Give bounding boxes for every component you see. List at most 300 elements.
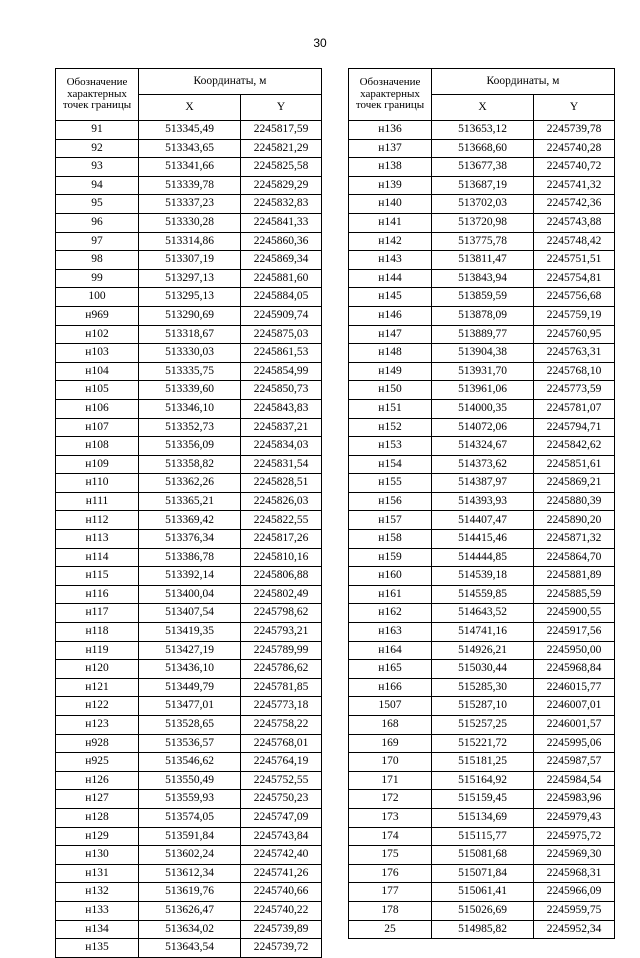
y-coordinate-cell: 2245842,62 xyxy=(534,437,615,456)
table-row xyxy=(56,585,322,604)
y-coordinate-cell: 2245959,75 xyxy=(534,901,615,920)
y-coordinate-cell: 2245741,32 xyxy=(534,176,615,195)
x-coordinate-cell: 514741,16 xyxy=(432,623,534,642)
point-id-cell: н158 xyxy=(349,530,432,549)
y-coordinate-cell: 2245984,54 xyxy=(534,771,615,790)
x-coordinate-cell: 515071,84 xyxy=(432,864,534,883)
point-id-cell: н160 xyxy=(349,567,432,586)
table-row xyxy=(56,734,322,753)
table-row xyxy=(349,437,615,456)
table-row xyxy=(56,325,322,344)
point-id-cell: н134 xyxy=(56,920,139,939)
point-id-cell: 169 xyxy=(349,734,432,753)
x-coordinate-cell: 514559,85 xyxy=(432,585,534,604)
x-coordinate-cell: 513904,38 xyxy=(432,344,534,363)
table-row xyxy=(56,492,322,511)
y-coordinate-cell: 2245773,18 xyxy=(241,697,322,716)
table-row xyxy=(349,158,615,177)
table-row xyxy=(349,176,615,195)
point-id-cell: н107 xyxy=(56,418,139,437)
table-row xyxy=(349,306,615,325)
y-coordinate-cell: 2245875,03 xyxy=(241,325,322,344)
table-row xyxy=(349,585,615,604)
table-row xyxy=(56,846,322,865)
y-coordinate-cell: 2245817,26 xyxy=(241,530,322,549)
point-id-cell: н140 xyxy=(349,195,432,214)
point-id-cell: 98 xyxy=(56,251,139,270)
table-row xyxy=(56,567,322,586)
y-column-header: Y xyxy=(534,95,615,121)
x-column-header: X xyxy=(139,95,241,121)
y-coordinate-cell: 2245851,61 xyxy=(534,455,615,474)
point-designation-header: Обозначение характерных точек границы xyxy=(349,69,432,121)
x-coordinate-cell: 515159,45 xyxy=(432,790,534,809)
point-id-cell: н928 xyxy=(56,734,139,753)
x-coordinate-cell: 514643,52 xyxy=(432,604,534,623)
y-coordinate-cell: 2245740,22 xyxy=(241,901,322,920)
x-coordinate-cell: 514407,47 xyxy=(432,511,534,530)
table-row xyxy=(349,232,615,251)
table-row xyxy=(56,808,322,827)
y-coordinate-cell: 2245966,09 xyxy=(534,883,615,902)
point-id-cell: н102 xyxy=(56,325,139,344)
point-id-cell: н103 xyxy=(56,344,139,363)
table-row xyxy=(56,176,322,195)
y-coordinate-cell: 2245781,85 xyxy=(241,678,322,697)
x-coordinate-cell: 513365,21 xyxy=(139,492,241,511)
point-id-cell: н137 xyxy=(349,139,432,158)
x-coordinate-cell: 513528,65 xyxy=(139,716,241,735)
x-coordinate-cell: 513356,09 xyxy=(139,437,241,456)
point-id-cell: н165 xyxy=(349,660,432,679)
y-coordinate-cell: 2245821,29 xyxy=(241,139,322,158)
y-coordinate-cell: 2245881,89 xyxy=(534,567,615,586)
y-coordinate-cell: 2245739,72 xyxy=(241,939,322,958)
table-row xyxy=(56,901,322,920)
y-coordinate-cell: 2245832,83 xyxy=(241,195,322,214)
x-coordinate-cell: 513574,05 xyxy=(139,808,241,827)
table-row xyxy=(349,734,615,753)
table-row xyxy=(56,939,322,958)
table-row xyxy=(349,213,615,232)
y-coordinate-cell: 2246007,01 xyxy=(534,697,615,716)
y-coordinate-cell: 2245739,89 xyxy=(241,920,322,939)
y-coordinate-cell: 2245742,36 xyxy=(534,195,615,214)
point-id-cell: н141 xyxy=(349,213,432,232)
table-row xyxy=(56,288,322,307)
x-coordinate-cell: 513335,75 xyxy=(139,362,241,381)
x-coordinate-cell: 515181,25 xyxy=(432,753,534,772)
table-row xyxy=(56,139,322,158)
x-coordinate-cell: 513843,94 xyxy=(432,269,534,288)
y-coordinate-cell: 2245743,84 xyxy=(241,827,322,846)
table-row xyxy=(56,864,322,883)
point-id-cell: 25 xyxy=(349,920,432,939)
point-id-cell: 92 xyxy=(56,139,139,158)
x-coordinate-cell: 515115,77 xyxy=(432,827,534,846)
x-coordinate-cell: 513400,04 xyxy=(139,585,241,604)
y-coordinate-cell: 2245759,19 xyxy=(534,306,615,325)
table-row xyxy=(349,474,615,493)
point-id-cell: 168 xyxy=(349,716,432,735)
table-row xyxy=(56,269,322,288)
table-row xyxy=(56,399,322,418)
y-coordinate-cell: 2245743,88 xyxy=(534,213,615,232)
coordinates-table-left xyxy=(55,68,322,958)
y-coordinate-cell: 2245869,21 xyxy=(534,474,615,493)
y-coordinate-cell: 2245806,88 xyxy=(241,567,322,586)
x-coordinate-cell: 513602,24 xyxy=(139,846,241,865)
point-id-cell: 171 xyxy=(349,771,432,790)
table-row xyxy=(56,474,322,493)
table-row xyxy=(349,288,615,307)
y-coordinate-cell: 2245825,58 xyxy=(241,158,322,177)
table-row xyxy=(56,790,322,809)
table-row xyxy=(349,269,615,288)
y-coordinate-cell: 2245747,09 xyxy=(241,808,322,827)
x-coordinate-cell: 513677,38 xyxy=(432,158,534,177)
x-coordinate-cell: 513546,62 xyxy=(139,753,241,772)
table-row xyxy=(56,511,322,530)
page-number: 30 xyxy=(313,36,327,50)
point-id-cell: н145 xyxy=(349,288,432,307)
table-row xyxy=(56,195,322,214)
table-row xyxy=(56,920,322,939)
table-row xyxy=(349,195,615,214)
table-row xyxy=(56,678,322,697)
y-coordinate-cell: 2245740,72 xyxy=(534,158,615,177)
x-coordinate-cell: 513619,76 xyxy=(139,883,241,902)
x-coordinate-cell: 513591,84 xyxy=(139,827,241,846)
table-row xyxy=(349,660,615,679)
y-coordinate-cell: 2245768,01 xyxy=(241,734,322,753)
point-id-cell: н166 xyxy=(349,678,432,697)
x-coordinate-cell: 513307,19 xyxy=(139,251,241,270)
table-row xyxy=(56,455,322,474)
table-row xyxy=(349,864,615,883)
point-id-cell: н142 xyxy=(349,232,432,251)
table-row xyxy=(349,325,615,344)
x-coordinate-cell: 515026,69 xyxy=(432,901,534,920)
table-row xyxy=(349,883,615,902)
point-id-cell: н143 xyxy=(349,251,432,270)
table-row xyxy=(349,492,615,511)
x-coordinate-cell: 513290,69 xyxy=(139,306,241,325)
point-id-cell: н154 xyxy=(349,455,432,474)
y-coordinate-cell: 2245968,84 xyxy=(534,660,615,679)
point-id-cell: н118 xyxy=(56,623,139,642)
x-coordinate-cell: 515287,10 xyxy=(432,697,534,716)
table-row xyxy=(349,716,615,735)
point-id-cell: н163 xyxy=(349,623,432,642)
y-coordinate-cell: 2245995,06 xyxy=(534,734,615,753)
x-coordinate-cell: 513337,23 xyxy=(139,195,241,214)
y-coordinate-cell: 2245987,57 xyxy=(534,753,615,772)
point-id-cell: н157 xyxy=(349,511,432,530)
y-coordinate-cell: 2245917,56 xyxy=(534,623,615,642)
y-coordinate-cell: 2245751,51 xyxy=(534,251,615,270)
y-coordinate-cell: 2246001,57 xyxy=(534,716,615,735)
point-id-cell: н123 xyxy=(56,716,139,735)
x-coordinate-cell: 513878,09 xyxy=(432,306,534,325)
y-coordinate-cell: 2245802,49 xyxy=(241,585,322,604)
table-row xyxy=(56,232,322,251)
y-coordinate-cell: 2245952,34 xyxy=(534,920,615,939)
x-coordinate-cell: 513330,28 xyxy=(139,213,241,232)
point-id-cell: 177 xyxy=(349,883,432,902)
x-coordinate-cell: 514000,35 xyxy=(432,399,534,418)
table-row xyxy=(56,641,322,660)
coordinates-header: Координаты, м xyxy=(432,69,615,95)
point-id-cell: н108 xyxy=(56,437,139,456)
y-coordinate-cell: 2245758,22 xyxy=(241,716,322,735)
y-coordinate-cell: 2245979,43 xyxy=(534,808,615,827)
point-id-cell: н162 xyxy=(349,604,432,623)
x-coordinate-cell: 513811,47 xyxy=(432,251,534,270)
point-id-cell: н152 xyxy=(349,418,432,437)
y-coordinate-cell: 2245748,42 xyxy=(534,232,615,251)
point-id-cell: н130 xyxy=(56,846,139,865)
point-id-cell: 95 xyxy=(56,195,139,214)
table-row xyxy=(56,771,322,790)
x-coordinate-cell: 513449,79 xyxy=(139,678,241,697)
x-coordinate-cell: 513419,35 xyxy=(139,623,241,642)
x-coordinate-cell: 514387,97 xyxy=(432,474,534,493)
y-coordinate-cell: 2245740,66 xyxy=(241,883,322,902)
y-coordinate-cell: 2245900,55 xyxy=(534,604,615,623)
y-coordinate-cell: 2245843,83 xyxy=(241,399,322,418)
table-row xyxy=(56,213,322,232)
table-row xyxy=(56,362,322,381)
point-id-cell: н132 xyxy=(56,883,139,902)
y-coordinate-cell: 2245841,33 xyxy=(241,213,322,232)
coordinates-table-right xyxy=(348,68,615,939)
table-row xyxy=(349,790,615,809)
x-coordinate-cell: 513358,82 xyxy=(139,455,241,474)
y-coordinate-cell: 2245752,55 xyxy=(241,771,322,790)
point-id-cell: н112 xyxy=(56,511,139,530)
x-coordinate-cell: 513346,10 xyxy=(139,399,241,418)
point-id-cell: н109 xyxy=(56,455,139,474)
table-row xyxy=(56,753,322,772)
point-id-cell: н119 xyxy=(56,641,139,660)
x-coordinate-cell: 514985,82 xyxy=(432,920,534,939)
point-id-cell: 97 xyxy=(56,232,139,251)
x-coordinate-cell: 513859,59 xyxy=(432,288,534,307)
x-coordinate-cell: 514324,67 xyxy=(432,437,534,456)
table-row xyxy=(349,139,615,158)
x-coordinate-cell: 515134,69 xyxy=(432,808,534,827)
x-coordinate-cell: 513961,06 xyxy=(432,381,534,400)
x-coordinate-cell: 515164,92 xyxy=(432,771,534,790)
y-coordinate-cell: 2245822,55 xyxy=(241,511,322,530)
point-id-cell: н129 xyxy=(56,827,139,846)
x-coordinate-cell: 515061,41 xyxy=(432,883,534,902)
point-id-cell: н122 xyxy=(56,697,139,716)
x-coordinate-cell: 515030,44 xyxy=(432,660,534,679)
y-coordinate-cell: 2245817,59 xyxy=(241,121,322,140)
x-coordinate-cell: 513376,34 xyxy=(139,530,241,549)
x-coordinate-cell: 513427,19 xyxy=(139,641,241,660)
x-coordinate-cell: 513634,02 xyxy=(139,920,241,939)
x-coordinate-cell: 514393,93 xyxy=(432,492,534,511)
x-coordinate-cell: 513386,78 xyxy=(139,548,241,567)
y-coordinate-cell: 2245781,07 xyxy=(534,399,615,418)
x-coordinate-cell: 513720,98 xyxy=(432,213,534,232)
y-column-header: Y xyxy=(241,95,322,121)
y-coordinate-cell: 2245741,26 xyxy=(241,864,322,883)
point-id-cell: 172 xyxy=(349,790,432,809)
y-coordinate-cell: 2245742,40 xyxy=(241,846,322,865)
coordinates-table-right-body xyxy=(349,121,615,939)
table-row xyxy=(56,883,322,902)
table-row xyxy=(56,530,322,549)
y-coordinate-cell: 2245773,59 xyxy=(534,381,615,400)
point-id-cell: н120 xyxy=(56,660,139,679)
x-coordinate-cell: 513369,42 xyxy=(139,511,241,530)
y-coordinate-cell: 2245826,03 xyxy=(241,492,322,511)
table-row xyxy=(349,511,615,530)
x-coordinate-cell: 513330,03 xyxy=(139,344,241,363)
table-row xyxy=(349,753,615,772)
table-row xyxy=(349,697,615,716)
y-coordinate-cell: 2245828,51 xyxy=(241,474,322,493)
point-id-cell: н104 xyxy=(56,362,139,381)
table-row xyxy=(56,251,322,270)
point-id-cell: н127 xyxy=(56,790,139,809)
y-coordinate-cell: 2245850,73 xyxy=(241,381,322,400)
point-id-cell: 1507 xyxy=(349,697,432,716)
point-id-cell: н164 xyxy=(349,641,432,660)
x-coordinate-cell: 513318,67 xyxy=(139,325,241,344)
table-row xyxy=(56,121,322,140)
point-id-cell: н153 xyxy=(349,437,432,456)
x-coordinate-cell: 513339,60 xyxy=(139,381,241,400)
x-coordinate-cell: 513653,12 xyxy=(432,121,534,140)
y-coordinate-cell: 2245793,21 xyxy=(241,623,322,642)
y-coordinate-cell: 2245754,81 xyxy=(534,269,615,288)
point-id-cell: 173 xyxy=(349,808,432,827)
x-column-header: X xyxy=(432,95,534,121)
point-id-cell: н146 xyxy=(349,306,432,325)
table-row xyxy=(349,418,615,437)
y-coordinate-cell: 2245869,34 xyxy=(241,251,322,270)
x-coordinate-cell: 513687,19 xyxy=(432,176,534,195)
y-coordinate-cell: 2245786,62 xyxy=(241,660,322,679)
y-coordinate-cell: 2245860,36 xyxy=(241,232,322,251)
point-id-cell: н969 xyxy=(56,306,139,325)
coordinates-header: Координаты, м xyxy=(139,69,322,95)
table-row xyxy=(349,808,615,827)
y-coordinate-cell: 2245950,00 xyxy=(534,641,615,660)
x-coordinate-cell: 513362,26 xyxy=(139,474,241,493)
table-row xyxy=(56,827,322,846)
point-id-cell: 96 xyxy=(56,213,139,232)
point-id-cell: н121 xyxy=(56,678,139,697)
y-coordinate-cell: 2245890,20 xyxy=(534,511,615,530)
y-coordinate-cell: 2245837,21 xyxy=(241,418,322,437)
point-id-cell: н105 xyxy=(56,381,139,400)
y-coordinate-cell: 2245756,68 xyxy=(534,288,615,307)
y-coordinate-cell: 2245829,29 xyxy=(241,176,322,195)
y-coordinate-cell: 2245884,05 xyxy=(241,288,322,307)
y-coordinate-cell: 2245764,19 xyxy=(241,753,322,772)
point-id-cell: н149 xyxy=(349,362,432,381)
point-id-cell: 93 xyxy=(56,158,139,177)
x-coordinate-cell: 513341,66 xyxy=(139,158,241,177)
point-id-cell: 170 xyxy=(349,753,432,772)
y-coordinate-cell: 2245880,39 xyxy=(534,492,615,511)
y-coordinate-cell: 2245740,28 xyxy=(534,139,615,158)
y-coordinate-cell: 2245810,16 xyxy=(241,548,322,567)
point-id-cell: н131 xyxy=(56,864,139,883)
x-coordinate-cell: 513550,49 xyxy=(139,771,241,790)
table-row xyxy=(349,641,615,660)
point-designation-header: Обозначение характерных точек границы xyxy=(56,69,139,121)
table-row xyxy=(56,344,322,363)
x-coordinate-cell: 515257,25 xyxy=(432,716,534,735)
table-row xyxy=(56,660,322,679)
table-row xyxy=(349,567,615,586)
x-coordinate-cell: 514415,46 xyxy=(432,530,534,549)
y-coordinate-cell: 2245881,60 xyxy=(241,269,322,288)
point-id-cell: н138 xyxy=(349,158,432,177)
point-id-cell: н115 xyxy=(56,567,139,586)
point-id-cell: н135 xyxy=(56,939,139,958)
point-id-cell: н161 xyxy=(349,585,432,604)
y-coordinate-cell: 2245885,59 xyxy=(534,585,615,604)
point-id-cell: н156 xyxy=(349,492,432,511)
point-id-cell: 99 xyxy=(56,269,139,288)
table-row xyxy=(349,604,615,623)
y-coordinate-cell: 2245750,23 xyxy=(241,790,322,809)
x-coordinate-cell: 514926,21 xyxy=(432,641,534,660)
x-coordinate-cell: 515081,68 xyxy=(432,846,534,865)
point-id-cell: н148 xyxy=(349,344,432,363)
x-coordinate-cell: 513889,77 xyxy=(432,325,534,344)
table-row xyxy=(56,548,322,567)
table-row xyxy=(349,548,615,567)
table-row xyxy=(349,121,615,140)
x-coordinate-cell: 513702,03 xyxy=(432,195,534,214)
point-id-cell: 174 xyxy=(349,827,432,846)
table-row xyxy=(56,716,322,735)
table-row xyxy=(349,678,615,697)
x-coordinate-cell: 513295,13 xyxy=(139,288,241,307)
point-id-cell: н155 xyxy=(349,474,432,493)
x-coordinate-cell: 513775,78 xyxy=(432,232,534,251)
point-id-cell: н147 xyxy=(349,325,432,344)
y-coordinate-cell: 2245834,03 xyxy=(241,437,322,456)
table-row xyxy=(349,399,615,418)
x-coordinate-cell: 513392,14 xyxy=(139,567,241,586)
point-id-cell: н114 xyxy=(56,548,139,567)
y-coordinate-cell: 2245975,72 xyxy=(534,827,615,846)
table-row xyxy=(56,306,322,325)
x-coordinate-cell: 514072,06 xyxy=(432,418,534,437)
y-coordinate-cell: 2245854,99 xyxy=(241,362,322,381)
table-row xyxy=(56,381,322,400)
y-coordinate-cell: 2245763,31 xyxy=(534,344,615,363)
x-coordinate-cell: 513477,01 xyxy=(139,697,241,716)
x-coordinate-cell: 513343,65 xyxy=(139,139,241,158)
point-id-cell: н110 xyxy=(56,474,139,493)
point-id-cell: 175 xyxy=(349,846,432,865)
point-id-cell: 100 xyxy=(56,288,139,307)
table-row xyxy=(349,623,615,642)
x-coordinate-cell: 513297,13 xyxy=(139,269,241,288)
x-coordinate-cell: 513407,54 xyxy=(139,604,241,623)
